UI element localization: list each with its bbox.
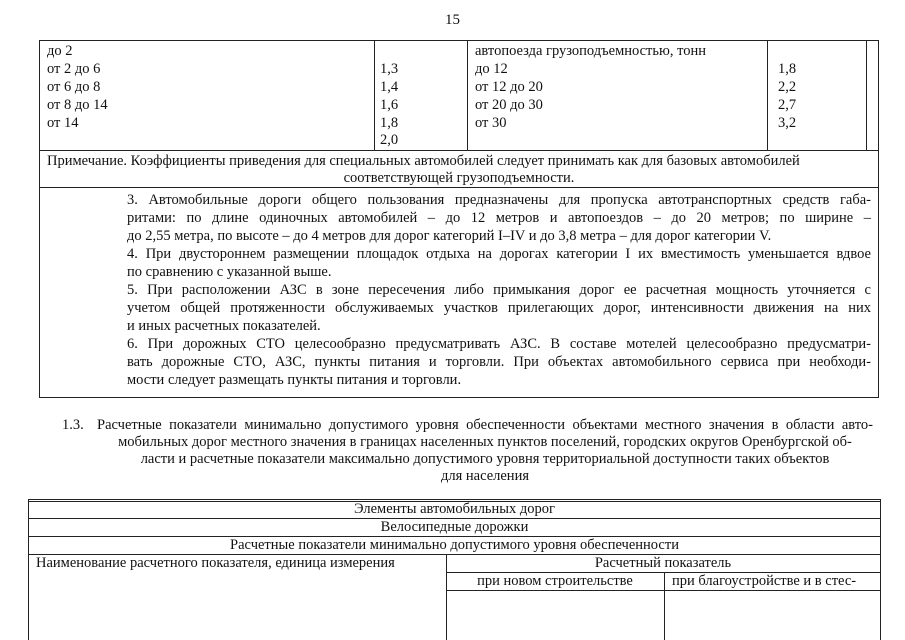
table-border-bottom xyxy=(39,397,879,398)
table-cell: от 8 до 14 xyxy=(47,97,108,113)
table-cell: от 12 до 20 xyxy=(475,79,543,95)
table-value: 1,8 xyxy=(778,61,797,77)
text-line: мости следует размещать пункты питания и торговли. xyxy=(127,372,462,388)
table-divider-notes xyxy=(39,187,879,188)
section-title-line: ласти и расчетные показатели максимально допустимого уровня территориальной доступности таких объектов xyxy=(140,451,830,467)
table-cell: до 2 xyxy=(47,43,73,59)
table-cell: автопоезда грузоподъемностью, тонн xyxy=(475,43,707,59)
text-line: 5. При расположении АЗС в зоне пересечения либо примыкания дорог ее расчетная мощность уточняется с xyxy=(127,282,871,298)
table-cell: от 30 xyxy=(475,115,507,131)
text-line: вать дорожные СТО, АЗС, пункты питания и торговли. При объектах автомобильного сервиса при необходи- xyxy=(127,354,871,370)
table-value: 1,6 xyxy=(380,97,399,113)
table-cell: от 20 до 30 xyxy=(475,97,543,113)
table-cell: от 6 до 8 xyxy=(47,79,101,95)
text-line: по сравнению с указанной выше. xyxy=(127,264,332,280)
text-line: до 2,55 метра, по высоте – до 4 метров для дорог категорий I–IV и до 3,8 метра – для дорог категории V. xyxy=(127,228,772,244)
note-paragraph-5 xyxy=(127,282,871,336)
table-col-divider xyxy=(467,40,468,150)
table-value: 2,2 xyxy=(778,79,797,95)
section-title-line: мобильных дорог местного значения в границах населенных пунктов поселений, городских округов Оренбургской об- xyxy=(118,434,852,450)
table-border-right xyxy=(878,40,879,398)
note-paragraph-3 xyxy=(127,192,871,246)
note-paragraph-4 xyxy=(127,246,871,282)
note-paragraph-6 xyxy=(127,336,871,390)
table-cell: от 2 до 6 xyxy=(47,61,101,77)
section-title-line: для населения xyxy=(440,468,529,484)
table-col-divider xyxy=(866,40,867,150)
table-header-elements: Элементы автомобильных дорог xyxy=(353,501,556,517)
table-col-value: Расчетный показатель xyxy=(594,555,732,571)
table-header-bike-paths: Велосипедные дорожки xyxy=(380,519,529,535)
text-line: 6. При дорожных СТО целесообразно предусматривать АЗС. В составе мотелей целесообразно предусматри- xyxy=(127,336,871,352)
text-line: ритами: по длине одиночных автомобилей – до 12 метров и автопоездов – до 20 метров; по ширине – xyxy=(127,210,871,226)
table-col-divider xyxy=(664,572,665,640)
table-border-top xyxy=(28,499,881,500)
table-cell: до 12 xyxy=(475,61,508,77)
section-number: 1.3. xyxy=(62,417,84,433)
text-line: 3. Автомобильные дороги общего пользования предназначены для пропуска автотранспортных средств габа- xyxy=(127,192,871,208)
table-value: 2,7 xyxy=(778,97,797,113)
table-col-divider xyxy=(374,40,375,150)
text-line: 4. При двустороннем размещении площадок отдыха на дорогах категории I их вместимость уменьшается вдвое xyxy=(127,246,871,262)
table-row-line xyxy=(446,590,881,591)
table-cell: от 14 xyxy=(47,115,79,131)
section-title-line: Расчетные показатели минимально допустимого уровня обеспеченности объектами местного значения в области авто- xyxy=(97,417,873,433)
text-line: учетом общей протяженности обслуживаемых участков прилегающих дорог, интенсивности движения на них xyxy=(127,300,871,316)
table-col-divider xyxy=(767,40,768,150)
table-value: 2,0 xyxy=(380,132,399,148)
table-col-name: Наименование расчетного показателя, единица измерения xyxy=(36,555,395,571)
table-note-continued: соответствующей грузоподъемности. xyxy=(343,170,575,186)
table-value: 3,2 xyxy=(778,115,797,131)
table-value: 1,3 xyxy=(380,61,399,77)
page-number: 15 xyxy=(445,12,460,28)
table-header-indicators: Расчетные показатели минимально допустимого уровня обеспеченности xyxy=(230,537,679,553)
table-note: Примечание. Коэффициенты приведения для специальных автомобилей следует принимать как для базовых автомобилей xyxy=(47,153,800,169)
table-subcol-new: при новом строительстве xyxy=(477,573,633,589)
text-line: и иных расчетных показателей. xyxy=(127,318,321,334)
table-border-left xyxy=(39,40,40,398)
table-value: 1,8 xyxy=(380,115,399,131)
table-divider-note xyxy=(39,150,879,151)
table-subcol-improve: при благоустройстве и в стес- xyxy=(672,573,857,589)
table-value: 1,4 xyxy=(380,79,399,95)
table-border-top xyxy=(39,40,879,41)
